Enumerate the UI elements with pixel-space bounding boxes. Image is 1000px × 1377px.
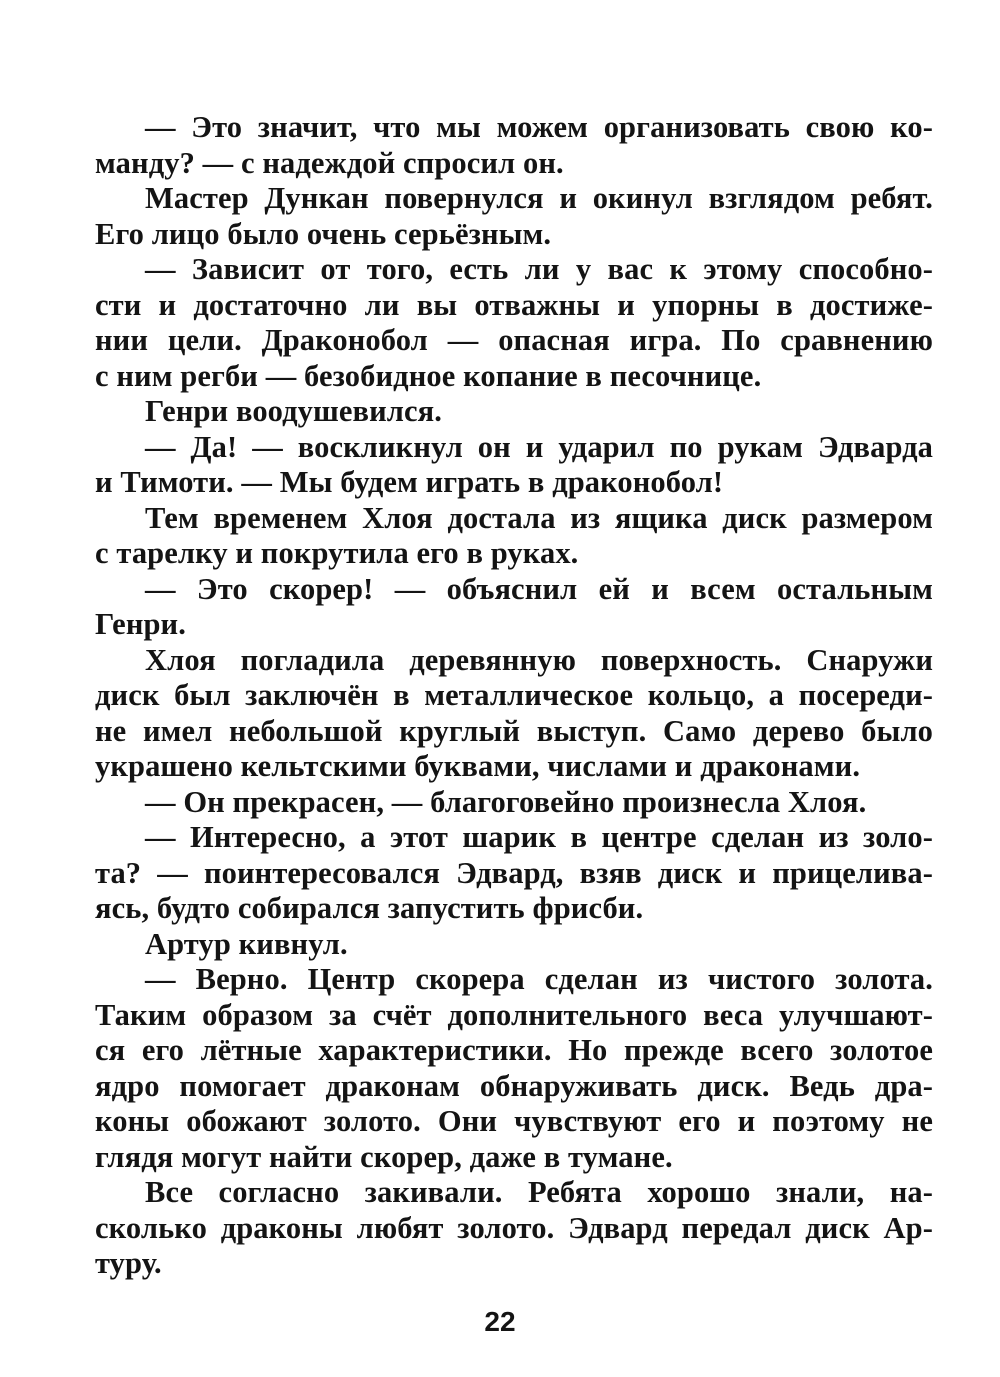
text-line: глядя могут найти скорер, даже в тумане. (95, 1139, 673, 1174)
text-line: не имел небольшой круглый выступ. Само дерево было (95, 713, 933, 748)
paragraph (95, 181, 933, 252)
text-line: — Да! — воскликнул он и ударил по рукам Эдварда (145, 429, 933, 464)
text-line: коны обожают золото. Они чувствуют его и поэтому не (95, 1104, 933, 1138)
text-line: — Интересно, а этот шарик в центре сделан из золо- (145, 820, 933, 854)
page-number: 22 (484, 1306, 516, 1337)
text-line: та? — поинтересовался Эдвард, взяв диск и прицелива- (95, 855, 933, 890)
paragraph (95, 927, 933, 963)
text-line: Хлоя погладила деревянную поверхность. Снаружи (145, 642, 933, 677)
text-line: украшено кельтскими буквами, числами и драконами. (95, 749, 861, 783)
text-line: сколько драконы любят золото. Эдвард передал диск Ар- (95, 1210, 933, 1245)
text-line: нии цели. Драконобол — опасная игра. По сравнению (95, 323, 933, 357)
text-line: — Он прекрасен, — благоговейно произнесла Хлоя. (145, 784, 867, 819)
text-line: манду? — с надеждой спросил он. (95, 145, 564, 180)
text-line: Артур кивнул. (145, 926, 348, 961)
paragraph (95, 572, 933, 643)
text-line: — Зависит от того, есть ли у вас к этому способно- (145, 252, 933, 286)
text-line: с ним регби — безобидное копание в песочнице. (95, 358, 762, 393)
paragraph (95, 430, 933, 501)
paragraph (95, 394, 933, 430)
paragraph (95, 820, 933, 927)
text-line: Таким образом за счёт дополнительного веса улучшают- (95, 997, 933, 1032)
paragraph (95, 501, 933, 572)
text-line: Генри. (95, 607, 186, 641)
text-line: сти и достаточно ли вы отважны и упорны в достиже- (95, 287, 933, 322)
paragraph (95, 110, 933, 181)
text-line: — Верно. Центр скорера сделан из чистого золота. (145, 962, 933, 996)
paragraph (95, 1175, 933, 1282)
text-line: и Тимоти. — Мы будем играть в драконобол! (95, 465, 724, 499)
paragraph (95, 643, 933, 785)
paragraph (95, 252, 933, 394)
text-line: Генри воодушевился. (145, 394, 442, 428)
text-line: ся его лётные характеристики. Но прежде всего золотое (95, 1033, 933, 1067)
text-line: туру. (95, 1246, 162, 1280)
text-line: Мастер Дункан повернулся и окинул взглядом ребят. (145, 181, 933, 215)
text-line: ядро помогает драконам обнаруживать диск. Ведь дра- (95, 1068, 933, 1103)
text-line: — Это значит, что мы можем организовать свою ко- (145, 110, 933, 144)
text-line: диск был заключён в металлическое кольцо, а посереди- (95, 678, 933, 712)
text-line: ясь, будто собирался запустить фрисби. (95, 891, 644, 925)
text-line: Все согласно закивали. Ребята хорошо знали, на- (145, 1175, 933, 1209)
text-line: Тем временем Хлоя достала из ящика диск размером (145, 500, 933, 535)
text-line: с тарелку и покрутила его в руках. (95, 536, 579, 570)
body-text (95, 110, 933, 1282)
text-line: — Это скорер! — объяснил ей и всем остальным (145, 571, 933, 606)
paragraph (95, 962, 933, 1175)
paragraph (95, 785, 933, 821)
text-line: Его лицо было очень серьёзным. (95, 216, 552, 251)
